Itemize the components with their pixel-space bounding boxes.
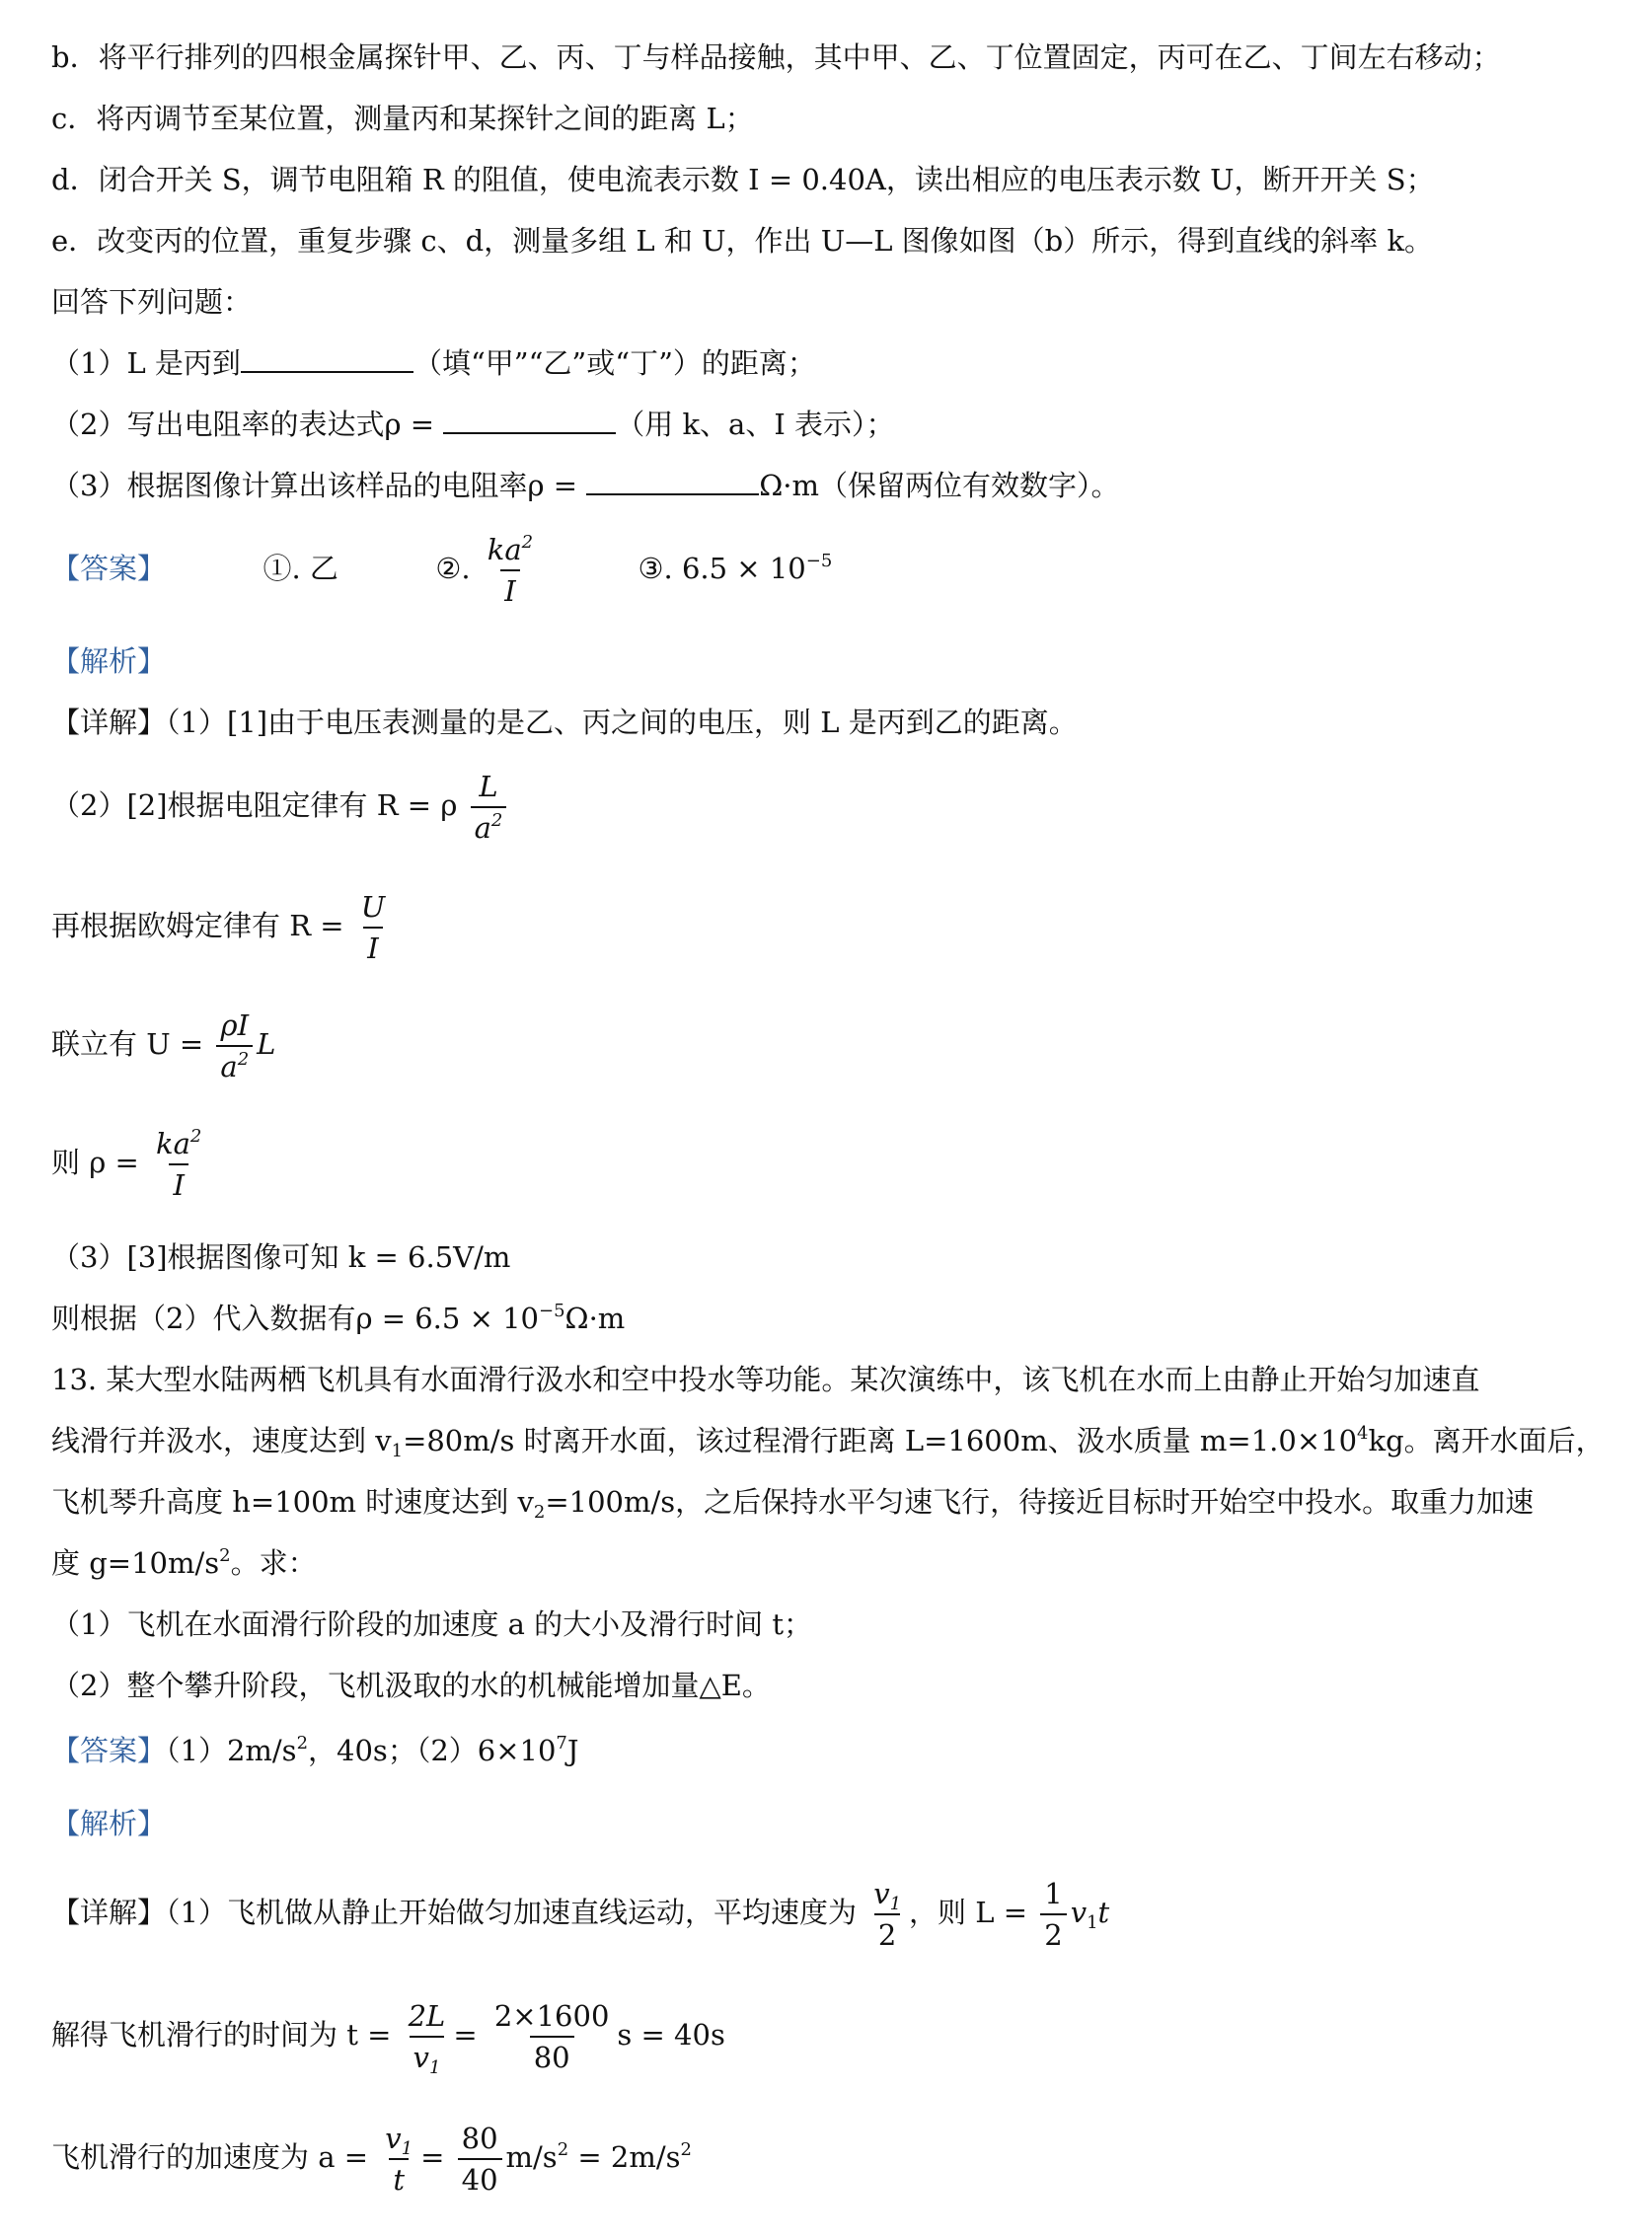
detail-3: 再根据欧姆定律有 R = $\frac{U}{I}$ <box>51 886 393 968</box>
average-velocity-fraction: $\frac{v_1}{2}$ <box>869 1874 905 1955</box>
detail-label-13: 【详解】 <box>51 1896 167 1929</box>
answer-2-fraction: $\frac{ka^2}{I}$ <box>484 530 537 611</box>
step-e: e．改变丙的位置，重复步骤 c、d，测量多组 L 和 U，作出 U—L 图像如图（b）所示，得到直线的斜率 k。 <box>51 224 1434 258</box>
acceleration-fraction: $\frac{v_1}{t}$ <box>381 2119 416 2200</box>
q13-line-4: 度 $g=10m/s^2$。求： <box>51 1545 317 1580</box>
answer-2-label: ②. <box>435 552 471 585</box>
answer-1: ①. 乙 <box>263 552 338 585</box>
time-value-fraction: $\frac{2\times 1600}{80}$ <box>490 1996 614 2077</box>
answer-3: ③. $6.5 \times 10^{-5}$ <box>638 551 833 585</box>
answer-row-12 <box>51 529 832 611</box>
detail-2: （2）[2]根据电阻定律有 R = ρ $\frac{L}{a^2}$ <box>51 766 510 848</box>
q2-pre: （2）写出电阻率的表达式ρ = <box>51 408 435 441</box>
question-prompt: 回答下列问题： <box>51 285 253 319</box>
step-d: d．闭合开关 S，调节电阻箱 R 的阻值，使电流表示数 I = 0.40A，读出相应的电压表示数 U，断开开关 S； <box>51 163 1435 196</box>
question-3 <box>51 466 1120 505</box>
resistivity-fraction: $\frac{ka^2}{I}$ <box>152 1124 205 1205</box>
detail-4: 联立有 U = $\frac{\rho I}{a^2}$ L <box>51 1005 275 1086</box>
answer-blank-1[interactable] <box>241 343 413 373</box>
q13-step-1: 【详解】（1）飞机做从静止开始做匀加速直线运动，平均速度为 $\frac{v_1}{2}$ ，则 L = $\frac{1}{2}$ $v_1t$ <box>51 1873 1109 1955</box>
answer-row-13: 【答案】$(1)2m/s^2$，40s；$(2)6\times 10^7J$ <box>51 1733 579 1767</box>
detail-6: （3）[3]根据图像可知 k = 6.5V/m <box>51 1240 511 1274</box>
half-fraction: $\frac{1}{2}$ <box>1040 1874 1066 1955</box>
detail-7: 则根据（2）代入数据有$\rho = 6.5 \times 10^{-5}\Omega\cdot m$ <box>51 1301 626 1335</box>
analysis-label: 【解析】 <box>51 644 167 678</box>
question-1 <box>51 343 816 383</box>
q2-post: （用 k、a、I 表示）； <box>616 408 895 441</box>
detail-label: 【详解】 <box>51 706 167 739</box>
answer-blank-2[interactable] <box>443 405 616 434</box>
step-c: c．将丙调节至某位置，测量丙和某探针之间的距离 L； <box>51 102 754 135</box>
q13-line-1: 13. 某大型水陆两栖飞机具有水面滑行汲水和空中投水等功能。某次演练中，该飞机在水而上由静止开始匀加速直 <box>51 1363 1480 1396</box>
answer-label-13: 【答案】 <box>51 1734 167 1767</box>
time-fraction: $\frac{2L}{v_1}$ <box>408 1999 446 2078</box>
q3-post: Ω·m（保留两位有效数字）。 <box>759 469 1120 502</box>
answer-label: 【答案】 <box>51 552 167 585</box>
q1-post: （填“甲”“乙”或“丁”）的距离； <box>413 346 816 380</box>
ohm-law-fraction: $\frac{U}{I}$ <box>357 887 389 968</box>
q13-line-2: 线滑行并汲水，速度达到 $v_1=80m/s$ 时离开水面，该过程滑行距离 L=1600m、汲水质量 $m=1.0\times 10^4kg$。离开水面后， <box>51 1423 1605 1461</box>
resistance-law-fraction: $\frac{L}{a^2}$ <box>471 767 507 848</box>
detail-5: 则 ρ = $\frac{ka^2}{I}$ <box>51 1123 209 1205</box>
q1-pre: （1）L 是丙到 <box>51 346 241 380</box>
q13-part-2: （2）整个攀升阶段，飞机汲取的水的机械能增加量△E。 <box>51 1669 771 1702</box>
acceleration-value-fraction: $\frac{80}{40}$ <box>458 2119 502 2200</box>
q13-line-3: 飞机琴升高度 h=100m 时速度达到 $v_2=100m/s$，之后保持水平匀速飞行，待接近目标时开始空中投水。取重力加速 <box>51 1485 1535 1523</box>
step-b: b．将平行排列的四根金属探针甲、乙、丙、丁与样品接触，其中甲、乙、丁位置固定，丙可在乙、丁间左右移动； <box>51 40 1501 74</box>
detail-1: 【详解】（1）[1]由于电压表测量的是乙、丙之间的电压，则 L 是丙到乙的距离。 <box>51 706 1078 739</box>
q3-pre: （3）根据图像计算出该样品的电阻率ρ = <box>51 469 578 502</box>
question-2 <box>51 405 895 444</box>
combined-fraction: $\frac{\rho I}{a^2}$ <box>216 1006 253 1086</box>
q13-step-3: 飞机滑行的加速度为 a = $\frac{v_1}{t}$ = $\frac{80}{40}$ $m/s^2 = 2m/s^2$ <box>51 2118 692 2200</box>
analysis-label-13: 【解析】 <box>51 1807 167 1840</box>
q13-part-1: （1）飞机在水面滑行阶段的加速度 a 的大小及滑行时间 t； <box>51 1607 813 1641</box>
q13-step-2: 解得飞机滑行的时间为 t = $\frac{2L}{v_1}$ = $\frac{2\times 1600}{80}$ s = 40s <box>51 1995 725 2077</box>
answer-blank-3[interactable] <box>586 466 759 495</box>
